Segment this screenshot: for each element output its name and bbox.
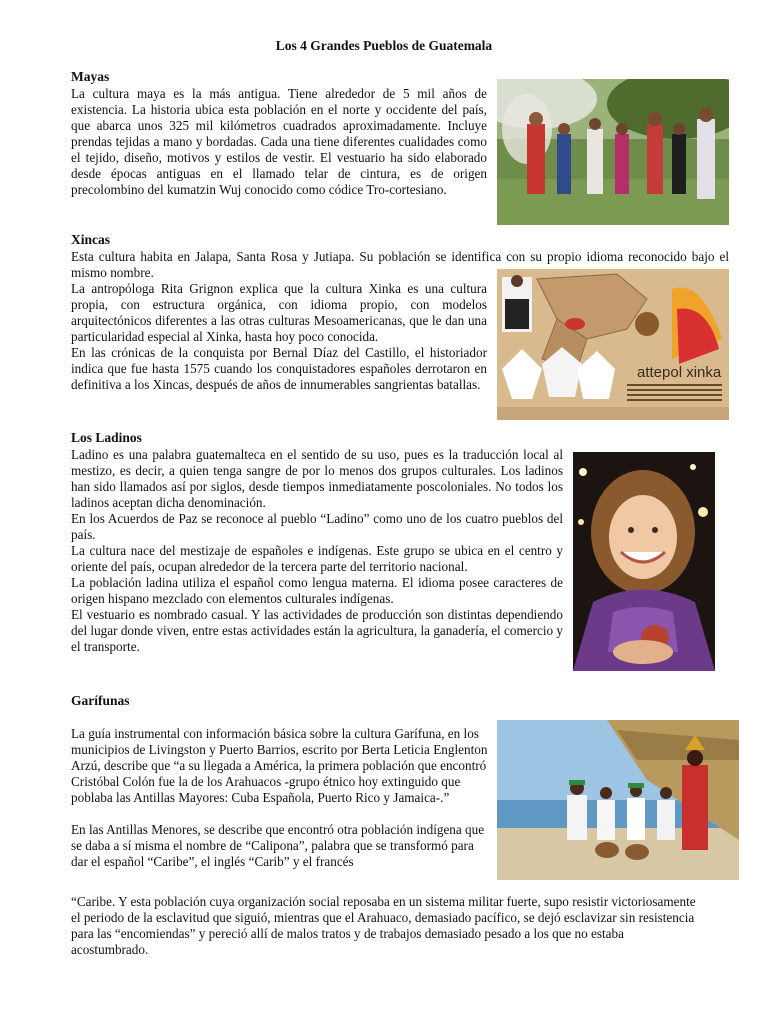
- xinka-poster-image: [497, 269, 729, 420]
- paragraph-xincas-1: Esta cultura habita en Jalapa, Santa Rosa y Jutiapa. Su población se identifica con su propio idioma reconocido bajo el mismo nombre.: [71, 249, 729, 280]
- paragraph-ladinos-3: La cultura nace del mestizaje de españoles e indígenas. Este grupo se ubica en el centro y oriente del país, ocupan alrededor de la tercera parte del territorio nacional.: [71, 543, 563, 574]
- mayan-ceremony-photo: [497, 79, 729, 225]
- page-title: Los 4 Grandes Pueblos de Guatemala: [275, 38, 493, 53]
- paragraph-xincas-3: En las crónicas de la conquista por Bernal Díaz del Castillo, el historiador indica que fue hasta 1575 cuando los conquistadores españoles derrotaron en definitiva a los Xincas, después de años de innumerables sangrientas batallas.: [71, 345, 487, 392]
- section-mayas: [71, 69, 487, 198]
- heading-ladinos: Los Ladinos: [71, 430, 142, 445]
- xinka-poster-text: attepol xinka: [637, 364, 722, 381]
- paragraph-garifunas-2a: En las Antillas Menores, se describe que encontró otra población indígena que se daba a sí misma el nombre de “Calipona”, palabra que se transformó para dar el español “Caribe”, el inglés “Carib” y el francés: [71, 822, 485, 869]
- paragraph-garifunas-1: La guía instrumental con información básica sobre la cultura Garífuna, en los municipios de Livingston y Puerto Barrios, escrito por Berta Leticia Englenton Arzú, describe que “a su llegada a América, la primera población que encontró Cristóbal Colón fue la de los Arahuacos -grupo étnico hoy extinguido que poblaba las Antillas Mayores: Cuba Española, Puerto Rico y Jamaica-.”: [71, 726, 488, 805]
- paragraph-mayas: La cultura maya es la más antigua. Tiene alrededor de 5 mil años de existencia. La historia ubica esta población en el norte y occidente del país, que abarca unos 325 mil kilómetros cuadrados aproximadamente. Incluye prendas tejidas a mano y bordadas. Cada una tiene diferentes cualidades como el tejido, diseño, motivos y estilos de vestir. El vestuario ha sido elaborado desde épocas antiguas en el llamado telar de cintura, es de origen precolombino del kumatzin Wuj conocido como códice Tro-cortesiano.: [71, 86, 487, 197]
- heading-garifunas: Garífunas: [71, 693, 130, 708]
- paragraph-ladinos-2: En los Acuerdos de Paz se reconoce al pueblo “Ladino” como uno de los cuatro pueblos del país.: [71, 511, 563, 542]
- section-garifunas: [71, 693, 491, 870]
- ladina-girl-photo: [573, 452, 715, 671]
- section-garifunas-continued: [71, 894, 696, 958]
- section-ladinos: [71, 430, 563, 655]
- paragraph-garifunas-2b: “Caribe. Y esta población cuya organización social reposaba en un sistema militar fuerte, supo resistir victoriosamente el periodo de la esclavitud que siguió, mientras que el Arahuaco, demasiado pacífico, se dejó esclavizar sin resistencia para las “encomiendas” y pereció allí de malos tratos y de trabajos demasiado pesado a los que no estaba acostumbrado.: [71, 894, 696, 957]
- section-xincas-body: [71, 281, 487, 393]
- garifuna-dancers-photo: [497, 720, 739, 880]
- heading-mayas: Mayas: [71, 69, 110, 84]
- heading-xincas: Xincas: [71, 232, 111, 247]
- paragraph-ladinos-5: El vestuario es nombrado casual. Y las actividades de producción son distintas dependiendo del lugar donde viven, entre estas actividades están la agricultura, la ganadería, el comercio y el transporte.: [71, 607, 563, 654]
- paragraph-xincas-2: La antropóloga Rita Grignon explica que la cultura Xinka es una cultura propia, con estructura orgánica, con idioma propio, con modelos arquitectónicos diferentes a las otras culturas Mesoamericanas, que le dan una particularidad especial al Xinka, hasta hoy poco conocida.: [71, 281, 487, 344]
- paragraph-ladinos-1: Ladino es una palabra guatemalteca en el sentido de su uso, pues es la traducción local al mestizo, es decir, a quien tenga sangre de por lo menos dos grupos culturales. Los ladinos han sido llamados así por siglos, desde tiempos inmediatamente poscoloniales. No todos los ladinos aceptan dicha denominación.: [71, 447, 563, 510]
- paragraph-ladinos-4: La población ladina utiliza el español como lengua materna. El idioma posee caracteres de origen hispano mezclado con elementos culturales indígenas.: [71, 575, 563, 606]
